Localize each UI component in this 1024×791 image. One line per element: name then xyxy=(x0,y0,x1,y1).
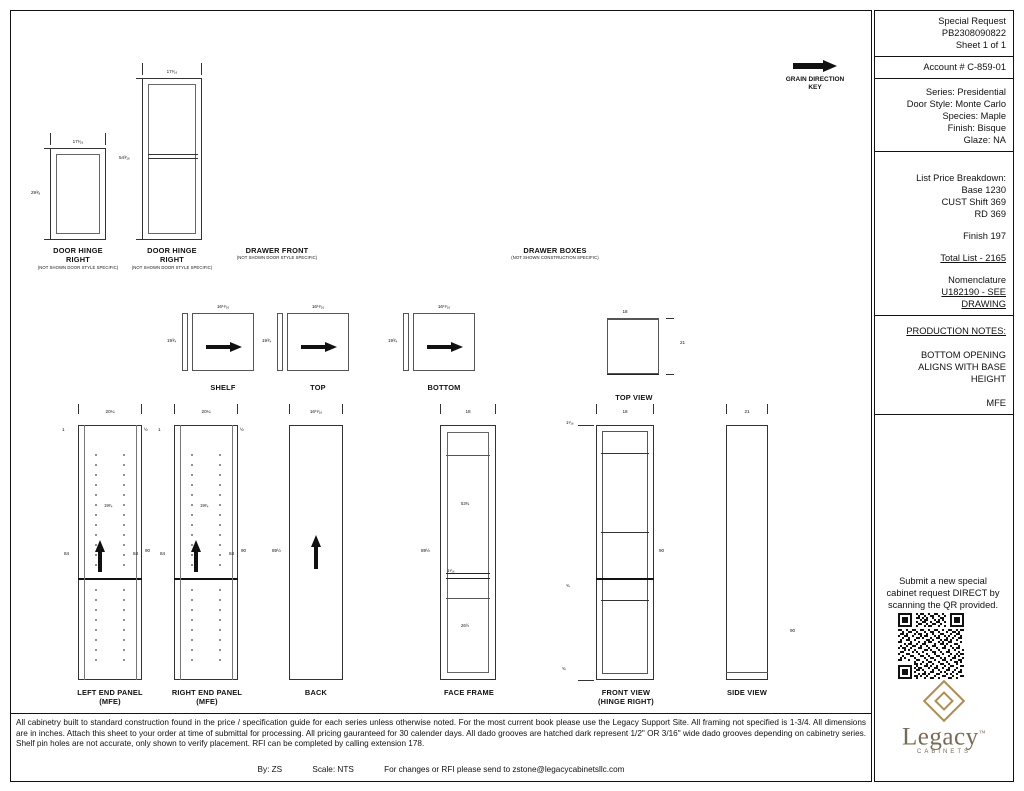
dim-back-width: 16¹¹⁄₁₆ xyxy=(309,409,323,414)
dim-left-panel-inner3: 1 xyxy=(62,427,65,432)
nomenclature-title: Nomenclature xyxy=(948,275,1006,285)
part-door-hinge-right-small xyxy=(50,148,106,240)
dim-back-height: 89½ xyxy=(272,548,281,553)
dim-side-view-width: 21 xyxy=(744,409,750,414)
glaze-value: Glaze: NA xyxy=(963,135,1006,145)
dim-left-panel-inner2: 84 xyxy=(64,551,70,556)
dim-shelf-width: 16¹¹⁄₁₆ xyxy=(216,304,230,309)
price-base: Base 1230 xyxy=(961,185,1006,195)
footer-byline xyxy=(10,765,872,774)
price-cust-shift: CUST Shift 369 xyxy=(941,197,1006,207)
production-note-4: MFE xyxy=(986,398,1006,408)
label-left-end-panel: LEFT END PANEL (MFE) xyxy=(77,688,143,706)
sublabel-drawer-boxes: (NOT SHOWN CONSTRUCTION SPECIFIC) xyxy=(511,255,599,260)
footer-by: By: ZS xyxy=(257,765,283,774)
account-block xyxy=(874,56,1014,79)
qr-line-1: Submit a new special xyxy=(899,576,987,586)
dim-left-panel-inner1: 19³⁄₄ xyxy=(104,503,113,508)
part-side-view xyxy=(726,425,768,680)
label-top: TOP xyxy=(310,383,326,392)
label-bottom: BOTTOM xyxy=(427,383,461,392)
footer-note: All cabinetry built to standard construction found in the price / specification guide for each series unless otherwise noted. For the most current book please use the Legacy Support Site. All framing not specified is 1-3/4. All dimensions are in inches. Attach this sheet to your order at time of submittal for processing. All pricing gauranteed for 30 calender days. All dado grooves are hatched dark represent 1/2" OR 3/16" wide dado grooves depending on cabinetry series. Shelf pin holes are not accurate, only shown to verify placement. RFI can be completed by calling extension 178. xyxy=(10,713,872,782)
dim-top-width: 16¹¹⁄₁₆ xyxy=(311,304,325,309)
dim-front-view-width: 18 xyxy=(622,409,628,414)
grain-key-line-2: KEY xyxy=(808,84,822,91)
label-drawer-front: DRAWER FRONT xyxy=(245,246,309,255)
series-value: Series: Presidential xyxy=(925,87,1006,97)
part-face-frame xyxy=(440,425,496,680)
dim-left-panel-inner2b: 84 xyxy=(133,551,139,556)
door-style-value: Door Style: Monte Carlo xyxy=(906,99,1006,109)
sublabel-drawer-front: (NOT SHOWN DOOR STYLE SPECIFIC) xyxy=(236,255,318,260)
dim-bottom-width: 16¹¹⁄₁₆ xyxy=(437,304,451,309)
dim-right-panel-height: 90 xyxy=(241,548,247,553)
dim-right-panel-inner4: ½ xyxy=(240,427,244,432)
special-request-block xyxy=(874,10,1014,57)
dim-face-frame-width: 18 xyxy=(465,409,471,414)
special-request-title: Special Request xyxy=(938,16,1006,26)
footer-scale: Scale: NTS xyxy=(312,765,354,774)
grain-direction-key xyxy=(760,60,870,92)
dim-right-panel-width: 20¼ xyxy=(201,409,211,414)
dim-side-view-height: 90 xyxy=(790,628,796,633)
dim-face-frame-inner2: 1¹⁄₁₆ xyxy=(447,568,455,573)
sublabel-door-hinge-right-tall: (NOT SHOWN DOOR STYLE SPECIFIC) xyxy=(131,265,213,270)
label-front-view: FRONT VIEW (HINGE RIGHT) xyxy=(598,688,654,706)
label-back: BACK xyxy=(304,688,328,697)
dim-right-panel-inner1: 19³⁄₄ xyxy=(200,503,209,508)
qr-line-2: cabinet request DIRECT by xyxy=(886,588,1000,598)
dim-left-panel-height: 90 xyxy=(145,548,151,553)
nomenclature-value-2: DRAWING xyxy=(961,299,1006,309)
qr-instructions-block xyxy=(874,570,1014,616)
qr-line-3: scanning the QR provided. xyxy=(887,600,999,610)
shelf-grain-arrow-icon xyxy=(206,342,242,352)
part-front-view xyxy=(596,425,654,680)
dim-front-view-inner3: ¾ xyxy=(562,666,566,671)
part-bottom-edge xyxy=(403,313,409,371)
dim-top-view-depth: 21 xyxy=(680,340,686,345)
dim-front-view-inner2: ¾ xyxy=(566,583,570,588)
dim-left-panel-width: 20¼ xyxy=(105,409,115,414)
dim-door-tall-height: 54³⁄₁₆ xyxy=(119,155,130,160)
dim-door-small-width: 17¹⁄₁₆ xyxy=(72,139,84,144)
dim-shelf-height: 19³⁄₄ xyxy=(167,338,177,343)
pricing-block xyxy=(874,167,1014,316)
species-value: Species: Maple xyxy=(942,111,1006,121)
logo-tm: ™ xyxy=(978,729,986,737)
logo-name: Legacy™ xyxy=(902,723,986,751)
bottom-grain-arrow-icon xyxy=(427,342,463,352)
nomenclature-value: U182190 - SEE xyxy=(941,287,1006,297)
part-door-hinge-right-tall xyxy=(142,78,202,240)
production-note-1: BOTTOM OPENING xyxy=(920,350,1006,360)
price-rd: RD 369 xyxy=(974,209,1006,219)
label-side-view: SIDE VIEW xyxy=(727,688,767,697)
production-notes-title: PRODUCTION NOTES: xyxy=(906,326,1006,336)
label-door-hinge-right-tall: DOOR HINGE RIGHT xyxy=(147,246,197,264)
spec-block xyxy=(874,81,1014,152)
back-grain-arrow-icon xyxy=(311,535,321,569)
grain-arrow-icon xyxy=(793,60,837,72)
dim-front-view-height: 90 xyxy=(659,548,665,553)
left-panel-grain-arrow-icon xyxy=(95,540,105,572)
dim-front-view-inner1: 1¹⁄₁₆ xyxy=(566,420,574,425)
legacy-logo xyxy=(874,686,1014,755)
price-total: Total List - 2165 xyxy=(940,253,1006,263)
dim-top-view-width: 18 xyxy=(622,309,628,314)
dim-door-tall-width: 17¹⁄₁₆ xyxy=(166,69,178,74)
part-top-edge xyxy=(277,313,283,371)
price-finish: Finish 197 xyxy=(963,231,1006,241)
price-breakdown-title: List Price Breakdown: xyxy=(916,173,1006,183)
qr-code[interactable] xyxy=(898,613,964,679)
dim-right-panel-inner2: 84 xyxy=(160,551,166,556)
sublabel-door-hinge-right-small: (NOT SHOWN DOOR STYLE SPECIFIC) xyxy=(37,265,119,270)
dim-door-small-height: 29³⁄₈ xyxy=(31,190,41,195)
dim-face-frame-height: 89½ xyxy=(421,548,430,553)
logo-subtitle: CABINETS xyxy=(916,749,971,756)
request-number: PB2308090822 xyxy=(941,28,1006,38)
top-grain-arrow-icon xyxy=(301,342,337,352)
logo-diamond-icon xyxy=(923,680,965,722)
dim-left-panel-inner4: ½ xyxy=(144,427,148,432)
finish-value: Finish: Bisque xyxy=(947,123,1006,133)
account-number: Account # C-859-01 xyxy=(923,62,1006,72)
dim-face-frame-inner3: 26½ xyxy=(461,623,470,628)
label-face-frame: FACE FRAME xyxy=(443,688,495,697)
part-top-view xyxy=(607,318,659,374)
dim-top-height: 19³⁄₄ xyxy=(262,338,272,343)
dim-bottom-height: 19³⁄₄ xyxy=(388,338,398,343)
production-note-2: ALIGNS WITH BASE xyxy=(918,362,1006,372)
dim-right-panel-inner3: 1 xyxy=(158,427,161,432)
label-door-hinge-right-small: DOOR HINGE RIGHT xyxy=(53,246,103,264)
production-notes-block xyxy=(874,320,1014,415)
grain-key-line-1: GRAIN DIRECTION xyxy=(785,76,845,83)
label-shelf: SHELF xyxy=(210,383,236,392)
dim-face-frame-inner1: 53¾ xyxy=(461,501,470,506)
right-panel-grain-arrow-icon xyxy=(191,540,201,572)
label-top-view: TOP VIEW xyxy=(615,393,653,402)
label-drawer-boxes: DRAWER BOXES xyxy=(523,246,587,255)
production-note-3: HEIGHT xyxy=(970,374,1006,384)
label-right-end-panel: RIGHT END PANEL (MFE) xyxy=(171,688,243,706)
sheet-number: Sheet 1 of 1 xyxy=(955,40,1006,50)
footer-rfi: For changes or RFI please send to zstone@legacycabinetsllc.com xyxy=(384,765,625,774)
part-shelf-edge xyxy=(182,313,188,371)
dim-right-panel-inner2b: 84 xyxy=(229,551,235,556)
